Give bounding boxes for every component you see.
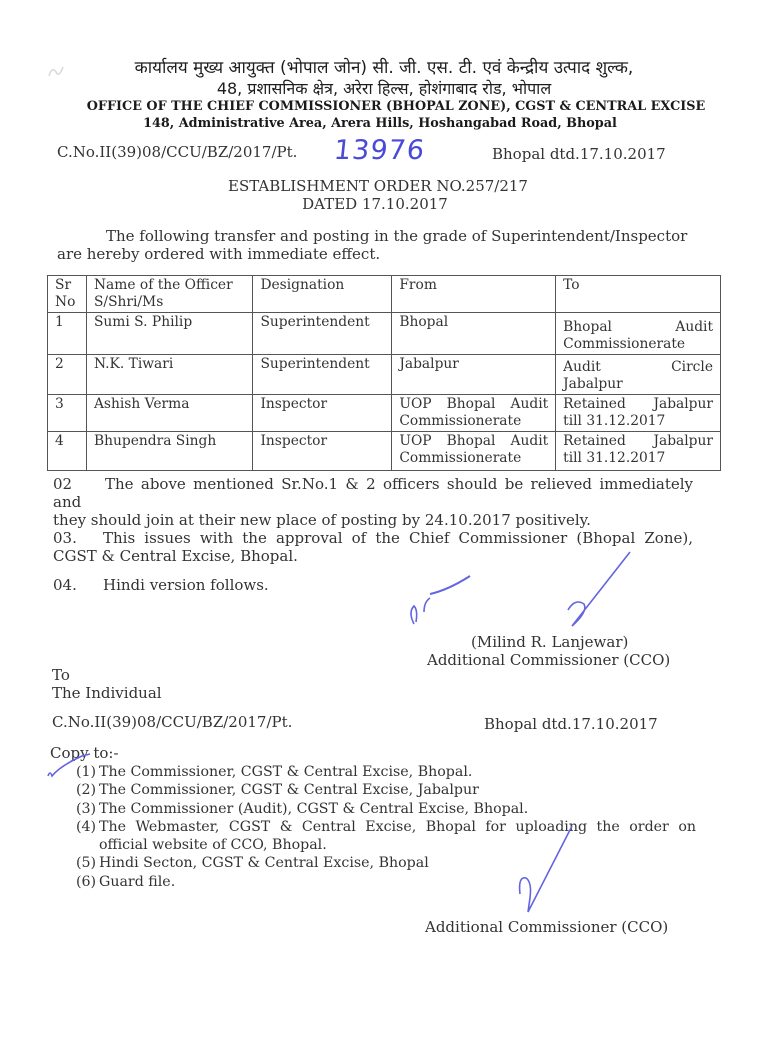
paragraph-03-number: 03.	[53, 529, 77, 547]
cell-from: UOP Bhopal Audit Commissionerate	[392, 395, 556, 432]
faint-mark-icon	[46, 62, 70, 80]
paragraph-02-number: 02	[53, 475, 73, 493]
cell-from: Bhopal	[392, 313, 556, 355]
copy-to-item: (4) The Webmaster, CGST & Central Excise, Bhopal for uploading the order on official website of CCO, Bhopal.	[76, 818, 696, 854]
copy-to-item: (1) The Commissioner, CGST & Central Excise, Bhopal.	[76, 764, 473, 780]
cell-name: N.K. Tiwari	[86, 355, 252, 395]
cell-name: Ashish Verma	[86, 395, 252, 432]
paragraph-04: 04. Hindi version follows.	[53, 576, 269, 594]
table-row	[48, 432, 721, 471]
copy-to-list	[76, 763, 696, 891]
transfer-posting-table	[47, 275, 721, 471]
signature-icon	[510, 822, 580, 917]
letterhead-hindi-line2: 48, प्रशासनिक क्षेत्र, अरेरा हिल्स, होशंगाबाद रोड, भोपाल	[216, 79, 552, 98]
endorsement-place-date: Bhopal dtd.17.10.2017	[484, 715, 658, 733]
addressee-to-label: To	[52, 666, 70, 684]
header-from: From	[392, 276, 556, 313]
signature-initials-icon	[400, 550, 640, 635]
header-officer-name: Name of the Officer S/Shri/Ms	[86, 276, 252, 313]
cell-to: Retained Jabalpur till 31.12.2017	[556, 432, 721, 471]
addressee-recipient: The Individual	[52, 684, 162, 702]
cell-sr: 1	[48, 313, 87, 355]
signatory-designation: Additional Commissioner (CCO)	[427, 651, 671, 669]
cell-designation: Inspector	[253, 395, 392, 432]
order-intro-line1: The following transfer and posting in the grade of Superintendent/Inspector	[106, 227, 688, 245]
copy-to-item: (5) Hindi Secton, CGST & Central Excise, Bhopal	[76, 855, 429, 872]
cell-name: Sumi S. Philip	[86, 313, 252, 355]
table-row	[48, 313, 721, 355]
order-dated: DATED 17.10.2017	[302, 195, 448, 213]
copy-to-item: (6) Guard file.	[76, 873, 176, 890]
endorsement-designation: Additional Commissioner (CCO)	[425, 918, 669, 936]
cell-to: Bhopal Audit Commissionerate	[556, 313, 721, 355]
handwritten-dispatch-no: 13976	[332, 135, 427, 166]
signatory-name: (Milind R. Lanjewar)	[471, 633, 629, 651]
cell-from: Jabalpur	[392, 355, 556, 395]
order-intro-line2: are hereby ordered with immediate effect.	[57, 245, 381, 263]
header-designation: Designation	[253, 276, 392, 313]
cell-from: UOP Bhopal Audit Commissionerate	[392, 432, 556, 471]
table-row	[48, 355, 721, 395]
order-intro	[57, 227, 697, 263]
order-title: ESTABLISHMENT ORDER NO.257/217	[228, 177, 528, 195]
copy-to-label: Copy to:-	[50, 744, 119, 762]
endorsement-file-no: C.No.II(39)08/CCU/BZ/2017/Pt.	[52, 713, 293, 731]
paragraph-04-number: 04.	[53, 576, 77, 594]
paragraph-03: 03. This issues with the approval of the Chief Commissioner (Bhopal Zone), CGST & Central Excise, Bhopal.	[53, 529, 693, 565]
copy-to-item: (3) The Commissioner (Audit), CGST & Central Excise, Bhopal.	[76, 800, 529, 817]
cell-designation: Inspector	[253, 432, 392, 471]
cell-designation: Superintendent	[253, 355, 392, 395]
letterhead-hindi-line1: कार्यालय मुख्य आयुक्त (भोपाल जोन) सी. जी. एस. टी. एवं केन्द्रीय उत्पाद शुल्क,	[134, 58, 634, 78]
copy-to-item: (2) The Commissioner, CGST & Central Excise, Jabalpur	[76, 782, 479, 799]
letterhead-address: 148, Administrative Area, Arera Hills, Hoshangabad Road, Bhopal	[143, 116, 617, 131]
cell-name: Bhupendra Singh	[86, 432, 252, 471]
cell-sr: 2	[48, 355, 87, 395]
table-row	[48, 395, 721, 432]
header-to: To	[556, 276, 721, 313]
table-header-row	[48, 276, 721, 313]
cell-sr: 3	[48, 395, 87, 432]
paragraph-02: 02 The above mentioned Sr.No.1 & 2 officers should be relieved immediately and they should join at their new place of posting by 24.10.2017 positively.	[53, 475, 693, 529]
cell-to: Audit Circle Jabalpur	[556, 355, 721, 395]
reference-place-date: Bhopal dtd.17.10.2017	[492, 145, 666, 163]
cell-sr: 4	[48, 432, 87, 471]
reference-file-no: C.No.II(39)08/CCU/BZ/2017/Pt.	[57, 143, 298, 161]
cell-designation: Superintendent	[253, 313, 392, 355]
letterhead-office-name: OFFICE OF THE CHIEF COMMISSIONER (BHOPAL ZONE), CGST & CENTRAL EXCISE	[86, 99, 706, 114]
header-sr-no: Sr No	[48, 276, 87, 313]
cell-to: Retained Jabalpur till 31.12.2017	[556, 395, 721, 432]
